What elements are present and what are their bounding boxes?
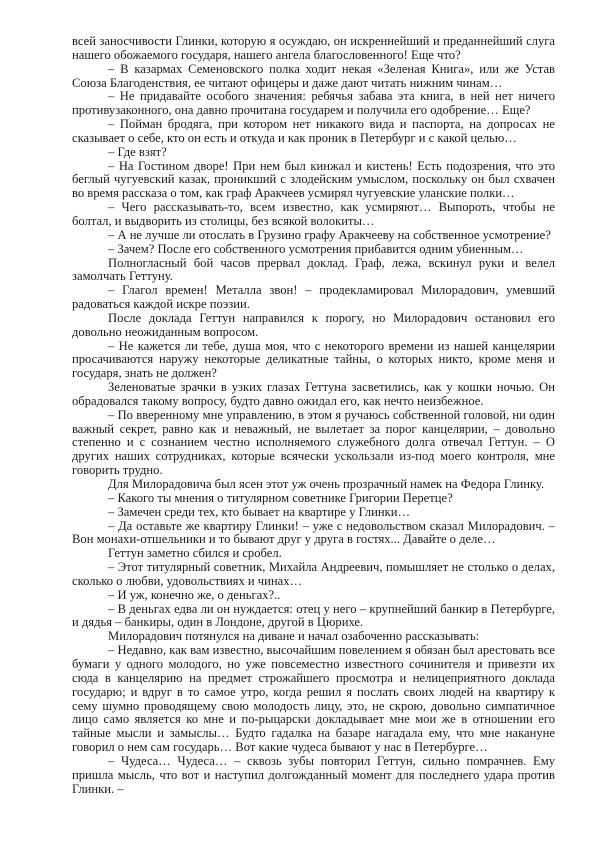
paragraph: – На Гостином дворе! При нем был кинжал и кистень! Есть подозрения, что это беглый чугуевский казак, проникший с злодейским умыслом, поскольку он был схвачен во время рассказа о том, как граф Аракчеев усмирял чугуевские уланские полки… <box>72 158 555 201</box>
paragraph: – Замечен среди тех, кто бывает на квартире у Глинки… <box>108 504 411 519</box>
document-page <box>72 35 555 796</box>
paragraph: – Пойман бродяга, при котором нет никакого вида и паспорта, на допросах не сказывает о себе, кто он есть и откуда и как проник в Петербург и с какой целью… <box>72 117 555 145</box>
paragraph: всей заносчивости Глинки, которую я осуждаю, он искреннейший и преданнейший слуга нашего обожаемого государя, нашего ангела благословенного! Еще что? <box>72 34 555 62</box>
paragraph: – Не придавайте особого значения: ребячья забава эта книга, в ней нет ничего противузаконного, она давно прочитана государем и получила его одобрение… Еще? <box>72 89 555 118</box>
paragraph: – Этот титулярный советник, Михайла Андреевич, помышляет не столько о делах, сколько о любви, удовольствиях и чинах… <box>72 560 555 588</box>
paragraph: – И уж, конечно же, о деньгах?.. <box>108 587 281 602</box>
paragraph: Милорадович потянулся на диване и начал озабоченно рассказывать: <box>108 629 480 644</box>
paragraph: – Где взят? <box>108 144 167 159</box>
paragraph: Полногласный бой часов прервал доклад. Граф, лежа, вскинул руки и велел замолчать Геттуну. <box>72 255 555 284</box>
paragraph: Для Милорадовича был ясен этот уж очень прозрачный намек на Федора Глинку. <box>108 477 545 491</box>
paragraph: – В казармах Семеновского полка ходит некая «Зеленая Книга», или же Устав Союза Благоденствия, ее читают офицеры и даже дают читать нижним чинам… <box>72 61 555 90</box>
paragraph: После доклада Геттун направился к порогу, но Милорадович остановил его довольно неожиданным вопросом. <box>72 310 555 339</box>
paragraph: Зеленоватые зрачки в узких глазах Геттуна засветились, как у кошки ночью. Он обрадовался такому вопросу, будто давно ожидал его, как нечто неизбежное. <box>72 380 555 408</box>
paragraph: – А не лучше ли отослать в Грузино графу Аракчееву на собственное усмотрение? <box>108 227 551 242</box>
paragraph: – Чудеса… Чудеса… – сквозь зубы повторил Геттун, сильно помрачнев. Ему пришла мысль, что вот и наступил долгожданный момент для последнего удара против Глинки. – <box>72 753 555 796</box>
paragraph: – Глагол времен! Металла звон! – продекламировал Милорадович, умевший радоваться каждой искре поэзии. <box>72 283 555 312</box>
paragraph: – В деньгах едва ли он нуждается: отец у него – крупнейший банкир в Петербурге, и дядья – банкиры, один в Лондоне, другой в Цюрихе. <box>72 601 555 630</box>
paragraph: – Не кажется ли тебе, душа моя, что с некоторого времени из нашей канцелярии просачиваются наружу некоторые деликатные тайны, о которых никто, кроме меня и государя, знать не должен? <box>72 338 555 381</box>
paragraph: – По вверенному мне управлению, в этом я ручаюсь собственной головой, ни один важный секрет, равно как и неважный, не вылетает за порог канцелярии, – довольно степенно и с сознанием честно исполняемого служебного долга отвечал Геттун. – О других наших сотрудниках, которые всячески ускользали из-под моего контроля, мне говорить трудно. <box>72 407 555 478</box>
paragraph: Геттун заметно сбился и сробел. <box>108 546 282 561</box>
paragraph: – Зачем? После его собственного усмотрения прибавится одним убиенным… <box>108 241 524 256</box>
paragraph: – Недавно, как вам известно, высочайшим повелением я обязан был арестовать все бумаги у одного молодого, но уже повсеместно известного сочинителя и привезти их сюда в канцелярию на предмет строжайшего просмотра и нелицеприятного доклада государю; и вдруг в то самое утро, когда решил я послать своих людей на квартиру к сему шумно проводящему свою молодость лицу, это, не скрою, довольно симпатичное лицо само является ко мне и по-рыцарски докладывает мне мои же в отношении его тайные мысли и замыслы… Будто гадалка на базаре нагадала ему, что мне накануне говорил о нем сам государь… Вот какие чудеса бывают у нас в Петербурге… <box>72 643 555 755</box>
paragraph: – Какого ты мнения о титулярном советнике Григории Перетце? <box>108 490 453 505</box>
paragraph: – Чего рассказывать-то, всем известно, как усмиряют… Выпороть, чтобы не болтал, и выдворить из столицы, без всякой волокиты… <box>72 200 555 228</box>
paragraph: – Да оставьте же квартиру Глинки! – уже с недовольством сказал Милорадович. – Вон монахи-отшельники и то бывают друг у друга в гостях... Давайте о деле… <box>72 518 555 547</box>
